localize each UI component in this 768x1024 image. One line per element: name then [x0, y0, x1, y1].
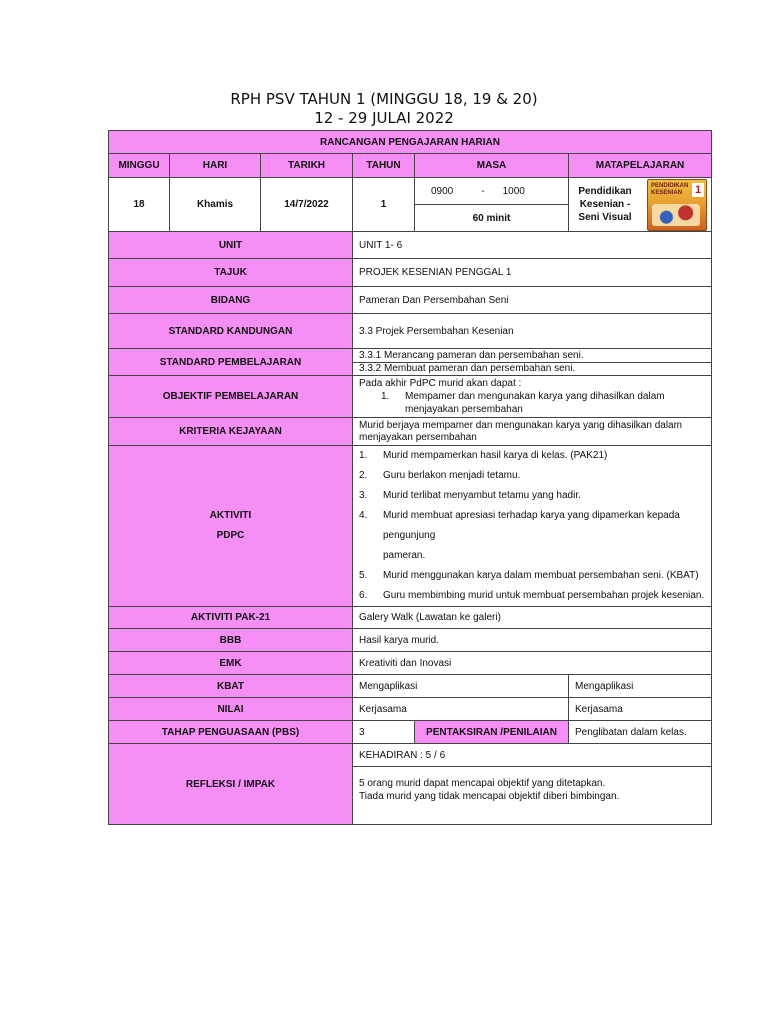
aktiviti-item: 4. Murid membuat apresiasi terhadap karya yang dipamerkan kepada pengunjung — [359, 510, 680, 541]
emk-value: Kreativiti dan Inovasi — [353, 652, 712, 675]
objektif-item: Mempamer dan mengunakan karya yang dihasilkan dalam menjayakan persembahan — [405, 391, 665, 415]
col-minggu: MINGGU — [109, 154, 170, 178]
objektif-label: OBJEKTIF PEMBELAJARAN — [109, 376, 353, 418]
standard-kandungan-label: STANDARD KANDUNGAN — [109, 314, 353, 349]
aktiviti-value — [353, 446, 712, 607]
col-matapelajaran: MATAPELAJARAN — [569, 154, 712, 178]
rph-table — [108, 130, 712, 825]
objektif-intro: Pada akhir PdPC murid akan dapat : — [359, 378, 522, 389]
book-art — [652, 204, 700, 226]
col-masa: MASA — [415, 154, 569, 178]
tajuk-value: PROJEK KESENIAN PENGGAL 1 — [353, 259, 712, 287]
duration: 60 minit — [472, 212, 511, 224]
tahap-penguasaan-label: TAHAP PENGUASAAN (PBS) — [109, 721, 353, 744]
sp-item-2: 3.3.2 Membuat pameran dan persembahan seni. — [353, 362, 711, 376]
kbat-value-2: Mengaplikasi — [569, 675, 712, 698]
kbat-label: KBAT — [109, 675, 353, 698]
tahun-value: 1 — [353, 178, 415, 232]
bbb-value: Hasil karya murid. — [353, 629, 712, 652]
masa-start: 0900 — [431, 185, 454, 197]
pak21-value: Galery Walk (Lawatan ke galeri) — [353, 607, 712, 629]
objektif-value: Pada akhir PdPC murid akan dapat : 1. Mempamer dan mengunakan karya yang dihasilkan dalam menjayakan persembahan — [353, 376, 712, 418]
nilai-label: NILAI — [109, 698, 353, 721]
unit-label: UNIT — [109, 232, 353, 259]
hari-value: Khamis — [170, 178, 261, 232]
emk-label: EMK — [109, 652, 353, 675]
masa-dash: - — [481, 185, 485, 197]
pak21-label: AKTIVITI PAK-21 — [109, 607, 353, 629]
nilai-value-1: Kerjasama — [353, 698, 569, 721]
refleksi-line-2: Tiada murid yang tidak mencapai objektif diberi bimbingan. — [359, 791, 620, 802]
kbat-value-1: Mengaplikasi — [353, 675, 569, 698]
aktiviti-item: 1. Murid mempamerkan hasil karya di kelas. (PAK21) — [359, 450, 608, 461]
subject-cell — [569, 178, 712, 232]
aktiviti-item: 3. Murid terlibat menyambut tetamu yang hadir. — [359, 490, 581, 501]
aktiviti-item: 2. Guru berlakon menjadi tetamu. — [359, 470, 521, 481]
table-title: RANCANGAN PENGAJARAN HARIAN — [109, 131, 712, 154]
bidang-label: BIDANG — [109, 287, 353, 314]
aktiviti-label: AKTIVITI PDPC — [109, 446, 353, 607]
page-title-line1: RPH PSV TAHUN 1 (MINGGU 18, 19 & 20) — [230, 90, 538, 108]
nilai-value-2: Kerjasama — [569, 698, 712, 721]
bidang-value: Pameran Dan Persembahan Seni — [353, 287, 712, 314]
minggu-value: 18 — [109, 178, 170, 232]
col-hari: HARI — [170, 154, 261, 178]
aktiviti-item: pameran. — [383, 550, 426, 561]
subject-name: Pendidikan Kesenian - Seni Visual — [578, 186, 632, 223]
refleksi-cell — [353, 744, 712, 825]
kriteria-label: KRITERIA KEJAYAAN — [109, 418, 353, 446]
masa-cell — [415, 178, 569, 232]
tajuk-label: TAJUK — [109, 259, 353, 287]
sp-item-1: 3.3.1 Merancang pameran dan persembahan seni. — [359, 349, 584, 361]
standard-pembelajaran-cell — [353, 349, 712, 376]
unit-value: UNIT 1- 6 — [353, 232, 712, 259]
aktiviti-item: 5. Murid menggunakan karya dalam membuat persembahan seni. (KBAT) — [359, 570, 699, 581]
tahap-penguasaan-value: 3 — [353, 721, 415, 744]
refleksi-label: REFLEKSI / IMPAK — [109, 744, 353, 825]
aktiviti-item: 6. Guru membimbing murid untuk membuat persembahan projek kesenian. — [359, 590, 705, 601]
masa-end: 1000 — [502, 185, 525, 197]
page-title-line2: 12 - 29 JULAI 2022 — [314, 109, 454, 127]
standard-kandungan-value: 3.3 Projek Persembahan Kesenian — [353, 314, 712, 349]
tarikh-value: 14/7/2022 — [261, 178, 353, 232]
col-tarikh: TARIKH — [261, 154, 353, 178]
pentaksiran-label: PENTAKSIRAN /PENILAIAN — [415, 721, 569, 744]
aktiviti-list — [359, 446, 705, 606]
kriteria-value: Murid berjaya mempamer dan mengunakan karya yang dihasilkan dalam menjayakan persembahan — [353, 418, 712, 446]
col-tahun: TAHUN — [353, 154, 415, 178]
refleksi-line-1: 5 orang murid dapat mencapai objektif yang ditetapkan. — [359, 778, 606, 789]
standard-pembelajaran-label: STANDARD PEMBELAJARAN — [109, 349, 353, 376]
kehadiran: KEHADIRAN : 5 / 6 — [353, 744, 711, 767]
pentaksiran-value: Penglibatan dalam kelas. — [569, 721, 712, 744]
bbb-label: BBB — [109, 629, 353, 652]
textbook-cover-image: PENDIDIKAN KESENIAN 1 — [647, 179, 707, 231]
